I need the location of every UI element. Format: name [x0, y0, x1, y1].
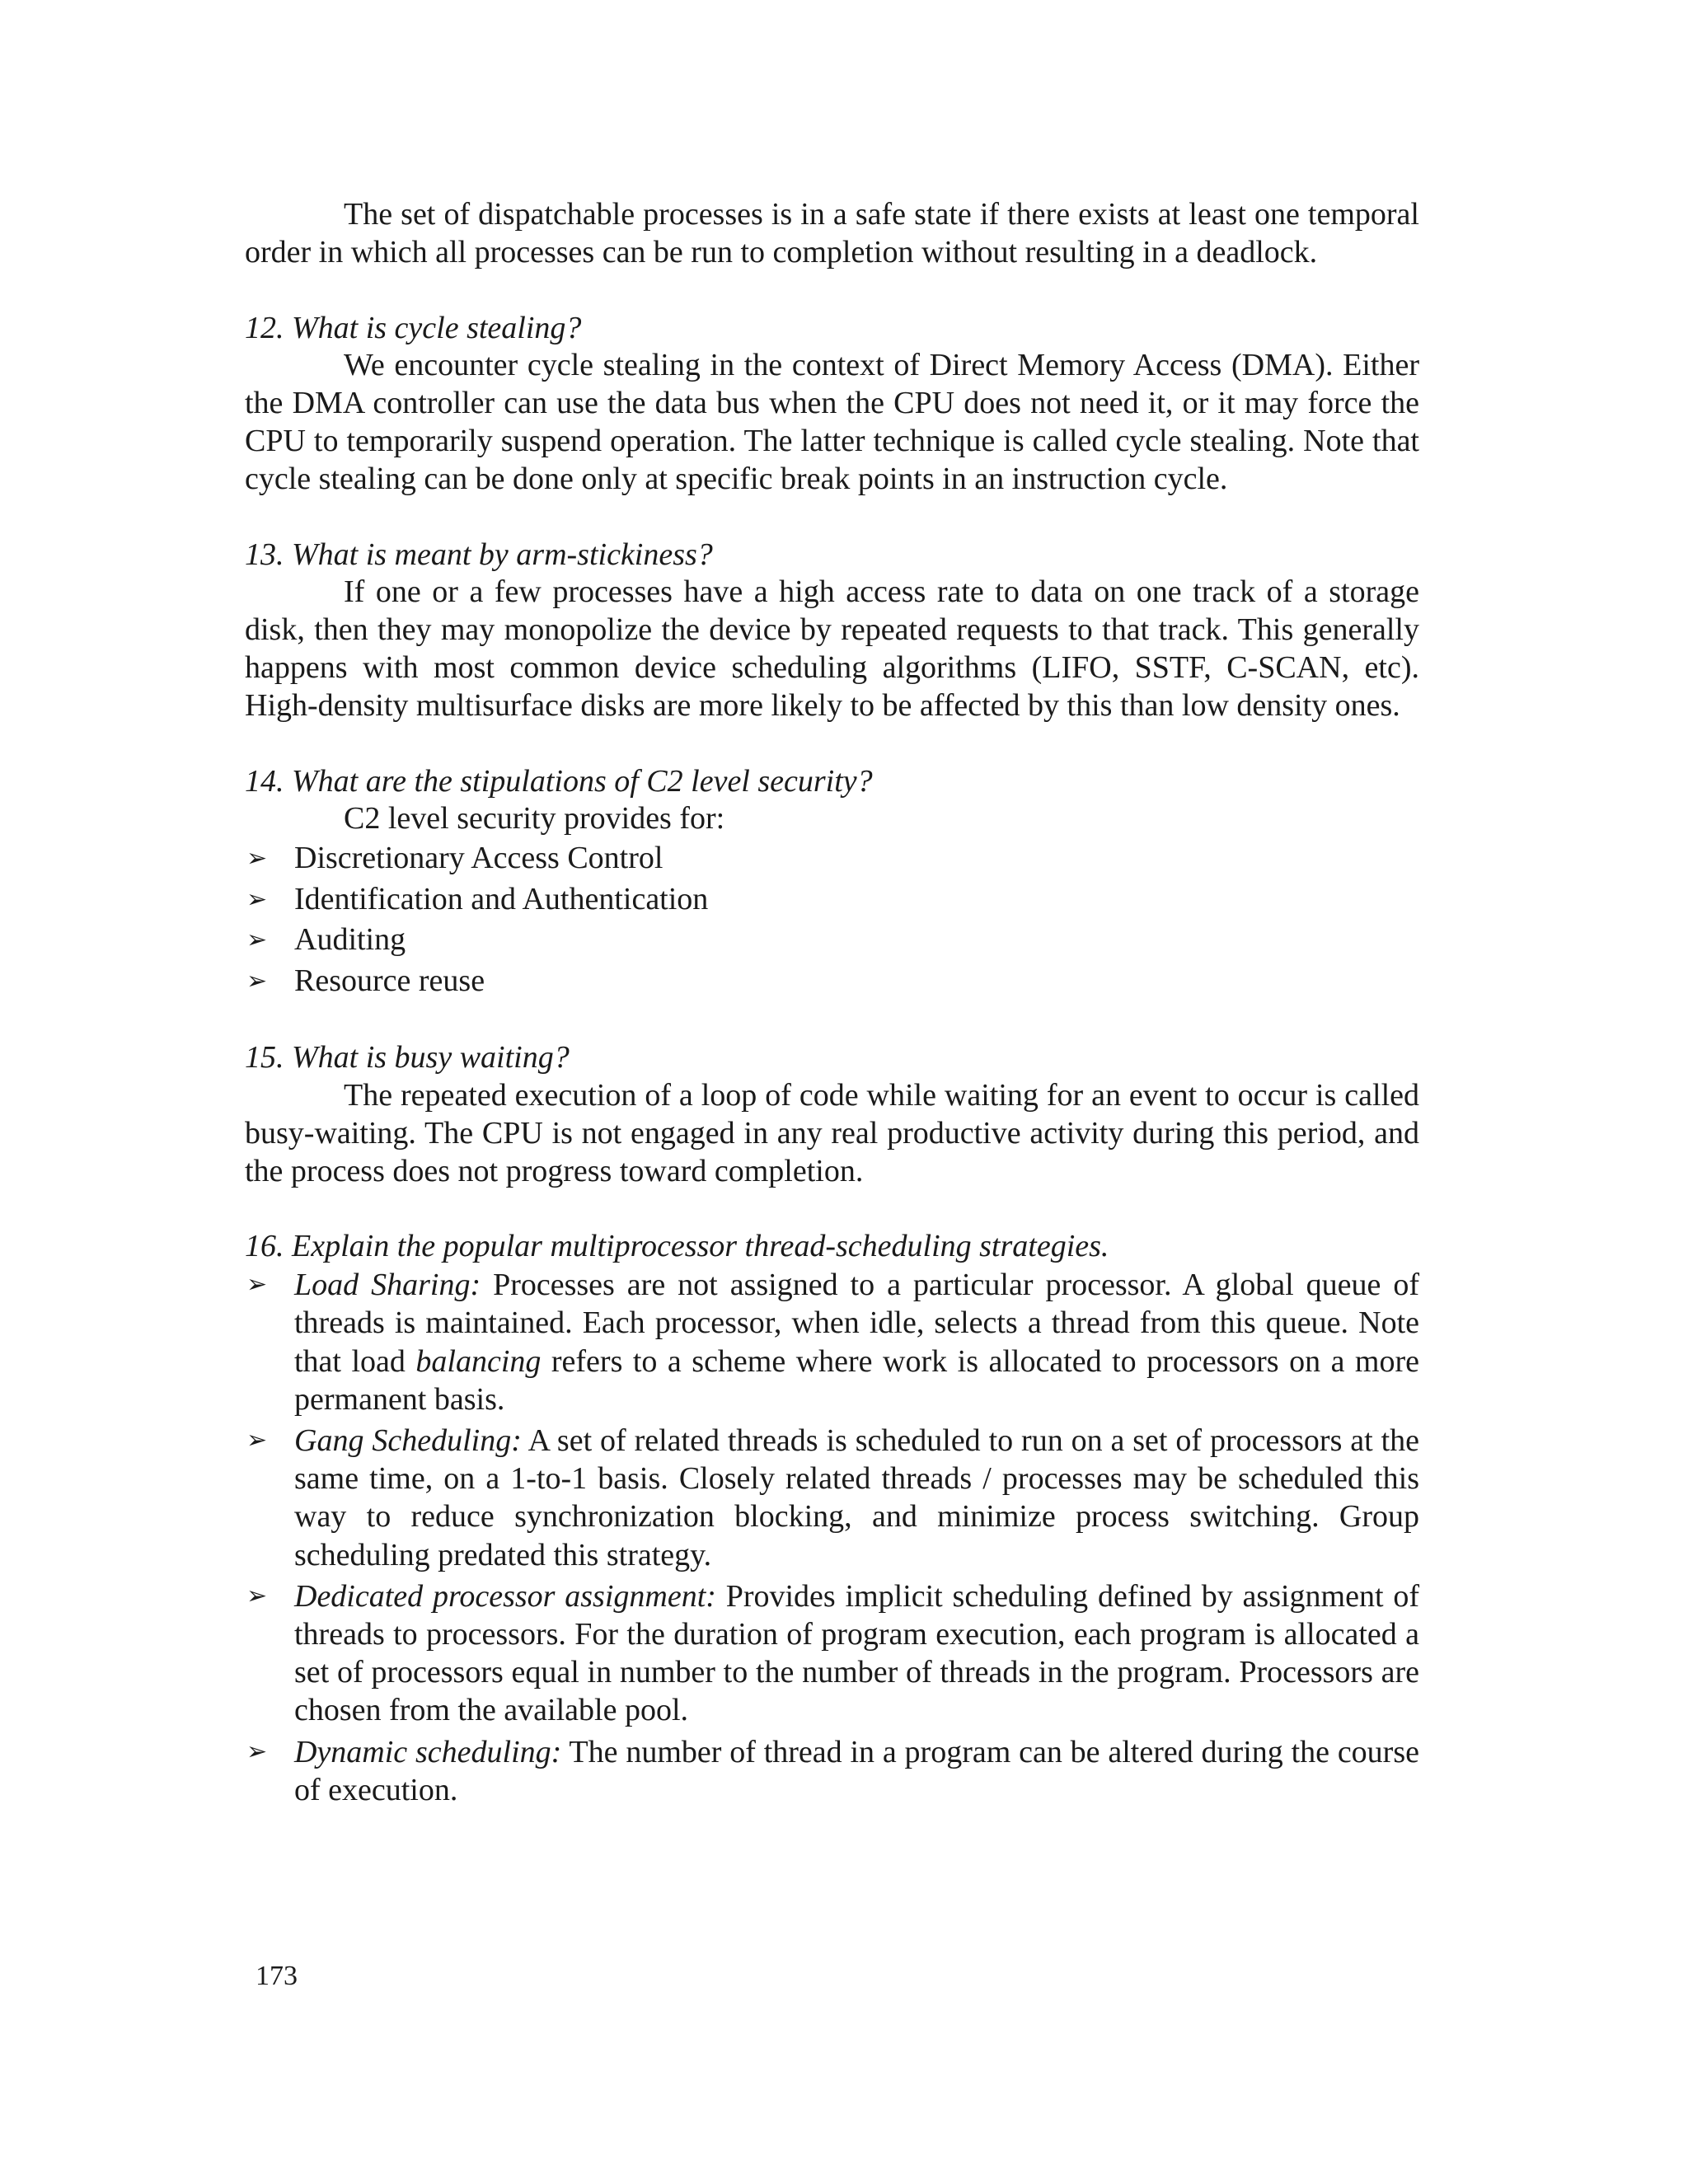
strategy-list	[245, 1266, 1419, 1809]
arrow-bullet-icon: ➢	[246, 844, 268, 874]
question-heading: 13. What is meant by arm-stickiness?	[245, 537, 713, 572]
strategy-term: Load Sharing:	[294, 1268, 481, 1303]
list-item-text: Auditing	[294, 922, 406, 958]
question-13	[245, 537, 1419, 725]
page-number: 173	[256, 1961, 298, 1991]
list-item-text: Discretionary Access Control	[294, 841, 663, 876]
question-heading: 14. What are the stipulations of C2 level security?	[245, 763, 873, 799]
question-16	[245, 1228, 1419, 1809]
list-item-text: Resource reuse	[294, 963, 485, 998]
arrow-bullet-icon: ➢	[246, 1270, 268, 1300]
question-12	[245, 310, 1419, 499]
strategy-term: Dedicated processor assignment:	[294, 1578, 716, 1614]
list-item	[245, 879, 1419, 921]
strategy-emphasis: balancing	[415, 1343, 542, 1379]
strategy-item-load-sharing	[245, 1266, 1419, 1418]
page-content	[245, 196, 1419, 1812]
list-item	[245, 838, 1419, 879]
list-item-text: Identification and Authentication	[294, 881, 709, 916]
question-14	[245, 763, 1419, 1002]
strategy-text: A set of related threads is scheduled to run on a set of processors at the same time, on a 1-to-1 basis. Closely related threads / processes may be scheduled this way to reduce synchronization blocking, and minimize process switching. Group scheduling predated this strategy.	[294, 1422, 1420, 1572]
question-heading: 15. What is busy waiting?	[245, 1040, 570, 1076]
arrow-bullet-icon: ➢	[246, 966, 268, 996]
strategy-term: Gang Scheduling:	[294, 1422, 522, 1458]
arrow-bullet-icon: ➢	[246, 884, 268, 914]
strategy-text: refers to a scheme where work is allocated to processors on a more permanent basis.	[294, 1343, 1420, 1417]
arrow-bullet-icon: ➢	[246, 1581, 268, 1610]
strategy-text: The number of thread in a program can be altered during the course of execution.	[294, 1734, 1419, 1807]
question-heading: 16. Explain the popular multiprocessor thread-scheduling strategies.	[245, 1229, 1109, 1264]
strategy-text: Processes are not assigned to a particular processor. A global queue of threads is maintained. Each processor, when idle, selects a thread from this queue. Note that load	[294, 1268, 1419, 1379]
intro-paragraph: The set of dispatchable processes is in a safe state if there exists at least one temporal order in which all processes can be run to completion without resulting in a deadlock.	[245, 197, 1419, 269]
strategy-item-gang-scheduling	[245, 1422, 1419, 1574]
strategy-item-dynamic-scheduling	[245, 1733, 1419, 1809]
arrow-bullet-icon: ➢	[246, 1736, 268, 1766]
list-item	[245, 961, 1419, 1002]
answer-paragraph: The repeated execution of a loop of code while waiting for an event to occur is called busy-waiting. The CPU is not engaged in any real productive activity during this period, and the process does not progress toward completion.	[245, 1077, 1419, 1188]
answer-paragraph: We encounter cycle stealing in the context of Direct Memory Access (DMA). Either the DMA controller can use the data bus when the CPU does not need it, or it may force the CPU to temporarily suspend operation. The latter technique is called cycle stealing. Note that cycle stealing can be done only at specific break points in an instruction cycle.	[245, 348, 1419, 496]
arrow-bullet-icon: ➢	[246, 1425, 268, 1455]
answer-paragraph: If one or a few processes have a high access rate to data on one track of a storage disk, then they may monopolize the device by repeated requests to that track. This generally happens with most common device scheduling algorithms (LIFO, SSTF, C-SCAN, etc). High-density multisurface disks are more likely to be affected by this than low density ones.	[245, 574, 1419, 723]
arrow-bullet-icon: ➢	[246, 926, 268, 955]
answer-intro: C2 level security provides for:	[344, 801, 725, 837]
strategy-text: Provides implicit scheduling defined by assignment of threads to processors. For the duration of program execution, each program is allocated a set of processors equal in number to the number of threads in the program. Processors are chosen from the available pool.	[294, 1578, 1419, 1728]
list-item	[245, 920, 1419, 961]
strategy-item-dedicated-assignment	[245, 1577, 1419, 1730]
strategy-term: Dynamic scheduling:	[294, 1734, 562, 1769]
security-list	[245, 838, 1419, 1001]
question-15	[245, 1039, 1419, 1190]
question-heading: 12. What is cycle stealing?	[245, 310, 582, 345]
